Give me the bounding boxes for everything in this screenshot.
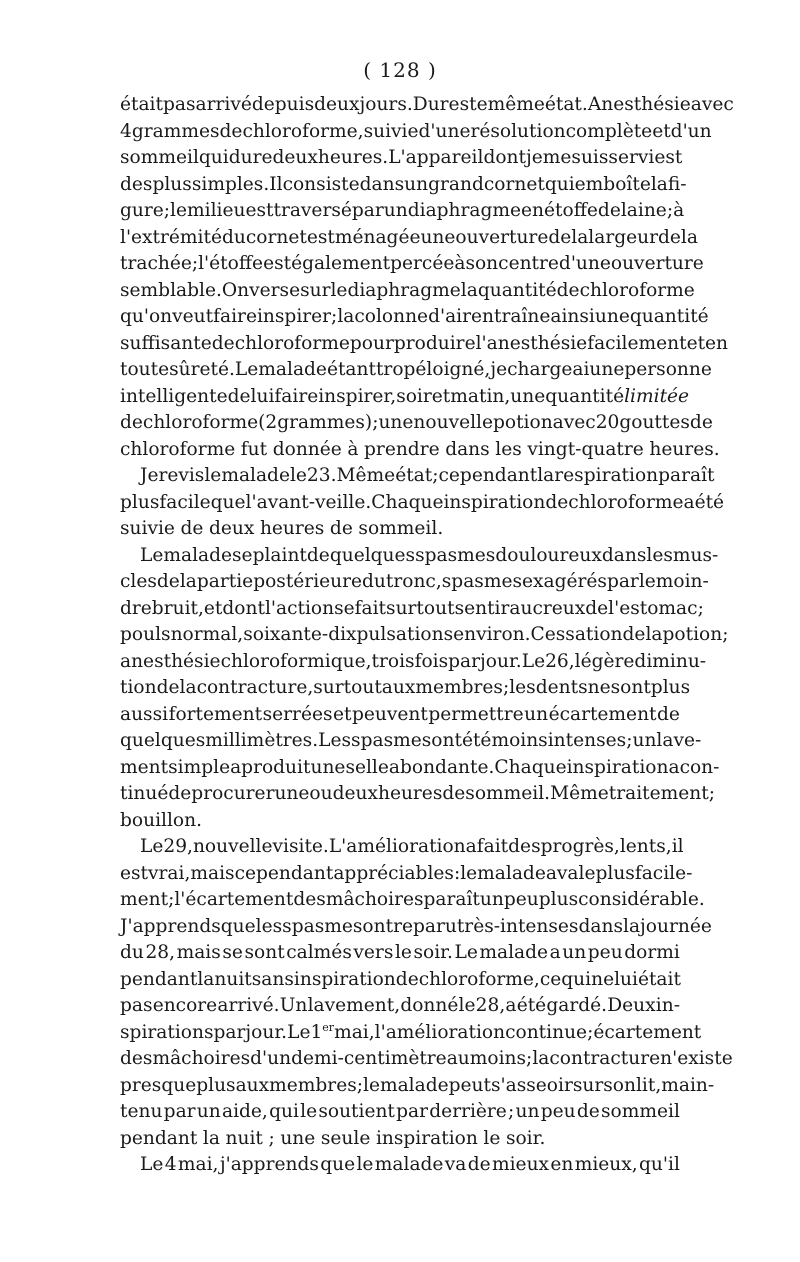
text-line: des plus simples. Il consiste dans un grand cornet qui emboîte la fi- xyxy=(120,173,687,195)
text-line: presque plus aux membres ; le malade peut s'asseoir sur son lit, main- xyxy=(120,1074,715,1096)
text-line: Je revis le malade le 23. Même état ; cependant la respiration paraît xyxy=(140,465,715,486)
text-line: Le 4 mai, j'apprends que le malade va de mieux en mieux, qu'il xyxy=(140,1154,680,1175)
text-line: ment ; l'écartement des mâchoires paraît un peu plus considérable. xyxy=(120,889,705,910)
text-line: pendant la nuit sans inspiration de chloroforme, ce qui ne lui était xyxy=(120,968,681,990)
text-line: l'extrémité du cornet est ménagée une ouverture de la largeur de la xyxy=(120,226,698,248)
text-line: trachée ; l'étoffe est également percée à son centre d'une ouverture xyxy=(120,253,704,274)
text-line: Le 29, nouvelle visite. L'amélioration a fait des progrès, lents, il xyxy=(140,836,684,857)
text-line: intelligente de lui faire inspirer, soir et matin, une quantité limitée xyxy=(120,385,690,407)
text-line: Le malade se plaint de quelques spasmes douloureux dans les mus- xyxy=(140,544,719,566)
text-line: tion de la contracture, surtout aux membres ; les dents ne sont plus xyxy=(120,677,691,698)
body-text xyxy=(120,92,734,1179)
page-number: ( 128 ) xyxy=(363,58,437,82)
text-line: spirations par jour. Le 1er mai, l'amélioration continue ; écartement xyxy=(120,1020,702,1043)
text-line: J'apprends que les spasmes ont reparu très-intenses dans la journée xyxy=(120,915,712,937)
text-line: sommeil qui dure deux heures. L'appareil dont je me suis servi est xyxy=(120,147,683,168)
text-line: suivie de deux heures de sommeil. xyxy=(120,518,444,539)
text-line: ment simple a produit une selle abondante. Chaque inspiration a con- xyxy=(120,756,720,778)
text-line: semblable. On verse sur le diaphragme la quantité de chloroforme xyxy=(120,279,695,301)
text-line: plus facile que l'avant-veille. Chaque inspiration de chloroforme a été xyxy=(120,491,725,513)
text-line: de chloroforme (2 grammes) ; une nouvelle potion avec 20 gouttes de xyxy=(120,412,713,433)
text-line: quelques millimètres. Les spasmes ont été moins intenses ; un lave- xyxy=(120,730,702,751)
text-line: gure ; le milieu est traversé par un diaphragme en étoffe de laine ; à xyxy=(120,200,685,221)
text-line: toute sûreté. Le malade étant trop éloigné, je chargeai une personne xyxy=(120,359,712,380)
text-line: bouillon. xyxy=(120,809,202,831)
text-line: des mâchoires d'un demi-centimètre au moins ; la contracture n'existe xyxy=(120,1048,733,1069)
text-line: dre bruit, et dont l'action se fait surtout sentir au creux de l'estomac ; xyxy=(120,597,704,619)
text-line: chloroforme fut donnée à prendre dans les vingt-quatre heures. xyxy=(120,438,720,460)
text-line: est vrai, mais cependant appréciables : le malade avale plus facile- xyxy=(120,862,693,884)
text-line: du 28, mais se sont calmés vers le soir. Le malade a un peu dormi xyxy=(120,942,680,963)
text-line: tenu par un aide, qui le soutient par derrière ; un peu de sommeil xyxy=(120,1101,680,1122)
text-line: qu'on veut faire inspirer ; la colonne d'air entraîne ainsi une quantité xyxy=(120,306,709,327)
emphasis: limitée xyxy=(624,385,690,407)
text-line: pouls normal, soixante-dix pulsations environ. Cessation de la potion ; xyxy=(120,624,729,645)
text-line: tinué de procurer une ou deux heures de sommeil. Même traitement ; xyxy=(120,783,715,804)
text-line: pas encore arrivé. Un lavement, donné le 28, a été gardé. Deux in- xyxy=(120,995,680,1016)
text-line: 4 grammes de chloroforme, suivie d'une résolution complète et d'un xyxy=(120,120,712,142)
text-line: suffisante de chloroforme pour produire l'anesthésie facilement et en xyxy=(120,332,729,354)
text-line: pendant la nuit ; une seule inspiration le soir. xyxy=(120,1127,546,1149)
text-line: aussi fortement serrées et peuvent permettre un écartement de xyxy=(120,703,680,725)
text-line: anesthésie chloroformique, trois fois par jour. Le 26, légère diminu- xyxy=(120,650,707,672)
text-line: était pas arrivé depuis deux jours. Du reste même état. Anesthésie avec xyxy=(120,94,734,115)
text-line: cles de la partie postérieure du tronc, spasmes exagérés par le moin- xyxy=(120,571,709,592)
